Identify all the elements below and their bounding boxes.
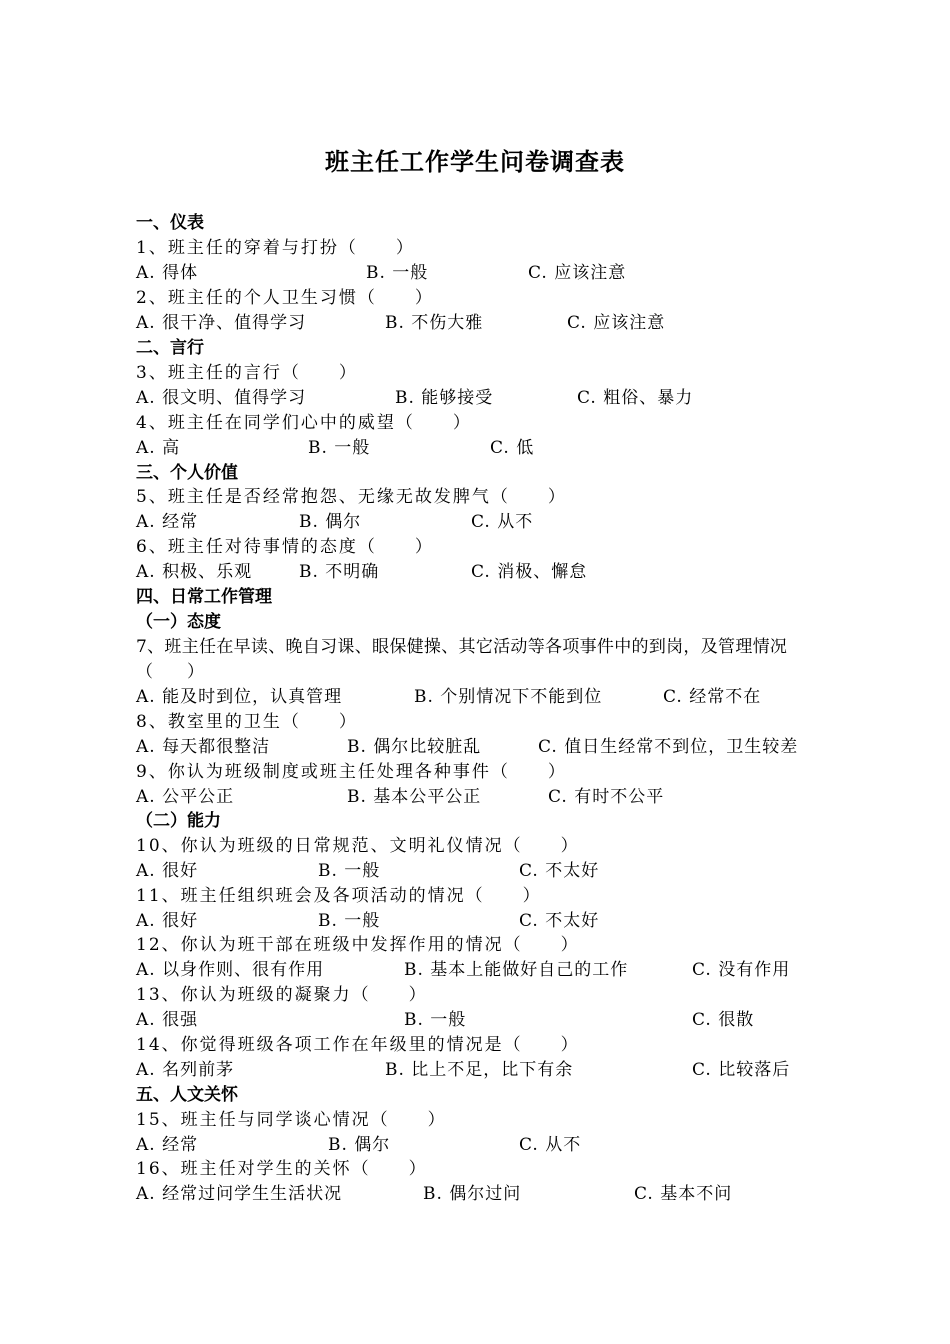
option-c[interactable]: C. 比较落后 xyxy=(692,1060,791,1080)
question-4: 4、班主任在同学们心中的威望（ ） xyxy=(136,413,472,433)
option-c[interactable]: C. 不太好 xyxy=(519,911,600,931)
section-heading: 四、日常工作管理 xyxy=(136,587,272,607)
option-b[interactable]: B. 基本上能做好自己的工作 xyxy=(404,960,629,980)
option-c[interactable]: C. 没有作用 xyxy=(692,960,791,980)
section-heading: 一、仪表 xyxy=(136,213,204,233)
option-a[interactable]: A. 名列前茅 xyxy=(136,1060,235,1080)
option-a[interactable]: A. 公平公正 xyxy=(136,787,235,807)
option-a[interactable]: A. 经常 xyxy=(136,512,199,532)
option-c[interactable]: C. 基本不问 xyxy=(634,1184,733,1204)
option-b[interactable]: B. 一般 xyxy=(318,911,381,931)
question-3: 3、班主任的言行（ ） xyxy=(136,363,358,383)
option-a[interactable]: A. 很强 xyxy=(136,1010,199,1030)
option-a[interactable]: A. 每天都很整洁 xyxy=(136,737,271,757)
subsection-heading: （二）能力 xyxy=(136,811,221,831)
option-a[interactable]: A. 很文明、值得学习 xyxy=(136,388,307,408)
option-a[interactable]: A. 得体 xyxy=(136,263,199,283)
question-14: 14、你觉得班级各项工作在年级里的情况是（ ） xyxy=(136,1035,580,1055)
option-c[interactable]: C. 消极、懈怠 xyxy=(471,562,588,582)
option-c[interactable]: C. 应该注意 xyxy=(528,263,627,283)
option-a[interactable]: A. 很好 xyxy=(136,911,199,931)
option-b[interactable]: B. 一般 xyxy=(404,1010,467,1030)
option-c[interactable]: C. 应该注意 xyxy=(567,313,666,333)
question-10: 10、你认为班级的日常规范、文明礼仪情况（ ） xyxy=(136,836,580,856)
option-c[interactable]: C. 粗俗、暴力 xyxy=(577,388,694,408)
question-11: 11、班主任组织班会及各项活动的情况（ ） xyxy=(136,886,542,906)
option-b[interactable]: B. 不伤大雅 xyxy=(385,313,484,333)
question-15: 15、班主任与同学谈心情况（ ） xyxy=(136,1110,447,1130)
question-7-blank: （ ） xyxy=(136,662,204,682)
option-a[interactable]: A. 积极、乐观 xyxy=(136,562,253,582)
question-9: 9、你认为班级制度或班主任处理各种事件（ ） xyxy=(136,762,567,782)
question-6: 6、班主任对待事情的态度（ ） xyxy=(136,537,434,557)
option-b[interactable]: B. 不明确 xyxy=(299,562,380,582)
question-2: 2、班主任的个人卫生习惯（ ） xyxy=(136,288,434,308)
option-b[interactable]: B. 偶尔 xyxy=(299,512,362,532)
option-b[interactable]: B. 一般 xyxy=(318,861,381,881)
option-b[interactable]: B. 偶尔过问 xyxy=(423,1184,522,1204)
page-title: 班主任工作学生问卷调查表 xyxy=(325,147,625,176)
question-13: 13、你认为班级的凝聚力（ ） xyxy=(136,985,428,1005)
option-c[interactable]: C. 有时不公平 xyxy=(548,787,665,807)
option-a[interactable]: A. 高 xyxy=(136,438,181,458)
question-7: 7、班主任在早读、晚自习课、眼保健操、其它活动等各项事件中的到岗，及管理情况 xyxy=(136,637,788,657)
option-a[interactable]: A. 很好 xyxy=(136,861,199,881)
option-a[interactable]: A. 以身作则、很有作用 xyxy=(136,960,325,980)
option-c[interactable]: C. 值日生经常不到位，卫生较差 xyxy=(538,737,799,757)
section-heading: 三、个人价值 xyxy=(136,463,238,483)
option-c[interactable]: C. 低 xyxy=(490,438,535,458)
option-a[interactable]: A. 能及时到位，认真管理 xyxy=(136,687,343,707)
option-c[interactable]: C. 不太好 xyxy=(519,861,600,881)
option-b[interactable]: B. 能够接受 xyxy=(395,388,494,408)
section-heading: 五、人文关怀 xyxy=(136,1085,238,1105)
option-b[interactable]: B. 个别情况下不能到位 xyxy=(414,687,603,707)
question-5: 5、班主任是否经常抱怨、无缘无故发脾气（ ） xyxy=(136,487,567,507)
option-a[interactable]: A. 经常 xyxy=(136,1135,199,1155)
option-b[interactable]: B. 一般 xyxy=(366,263,429,283)
option-c[interactable]: C. 从不 xyxy=(519,1135,582,1155)
option-c[interactable]: C. 经常不在 xyxy=(663,687,762,707)
option-a[interactable]: A. 很干净、值得学习 xyxy=(136,313,307,333)
question-12: 12、你认为班干部在班级中发挥作用的情况（ ） xyxy=(136,935,580,955)
question-8: 8、教室里的卫生（ ） xyxy=(136,712,358,732)
option-b[interactable]: B. 偶尔 xyxy=(328,1135,391,1155)
option-b[interactable]: B. 一般 xyxy=(308,438,371,458)
subsection-heading: （一）态度 xyxy=(136,612,221,632)
section-heading: 二、言行 xyxy=(136,338,204,358)
question-1: 1、班主任的穿着与打扮（ ） xyxy=(136,238,415,258)
option-b[interactable]: B. 比上不足，比下有余 xyxy=(385,1060,574,1080)
question-16: 16、班主任对学生的关怀（ ） xyxy=(136,1159,428,1179)
option-c[interactable]: C. 从不 xyxy=(471,512,534,532)
option-a[interactable]: A. 经常过问学生生活状况 xyxy=(136,1184,343,1204)
option-b[interactable]: B. 基本公平公正 xyxy=(347,787,482,807)
option-b[interactable]: B. 偶尔比较脏乱 xyxy=(347,737,482,757)
option-c[interactable]: C. 很散 xyxy=(692,1010,755,1030)
